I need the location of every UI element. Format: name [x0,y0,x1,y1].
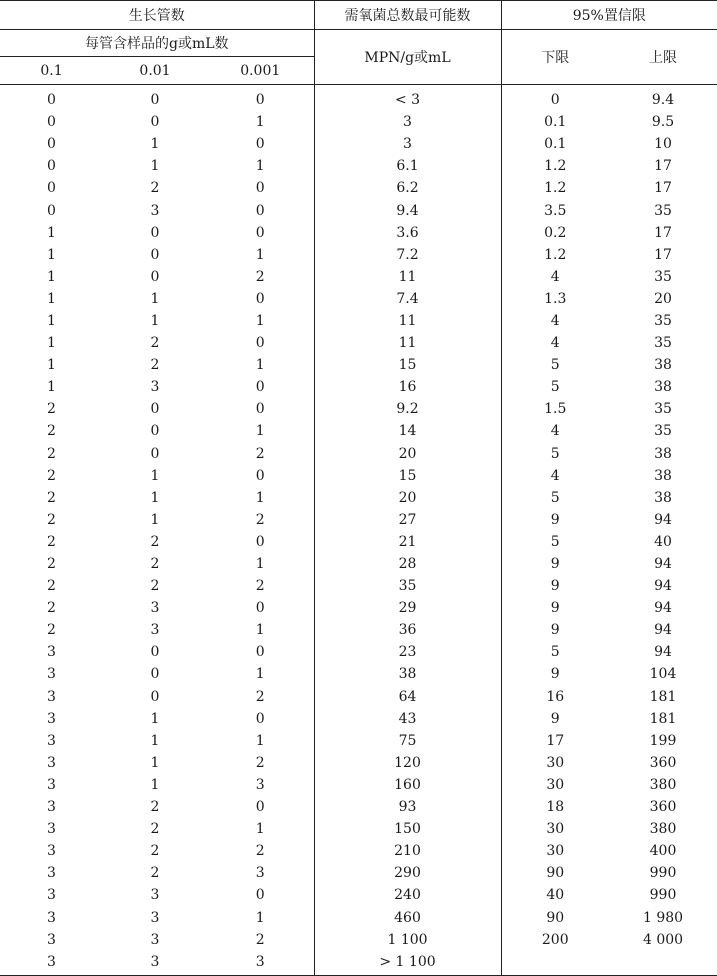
cell-tubes-0-001: 1 [255,556,265,573]
cell-lower-limit: 16 [546,688,565,705]
cell-tubes-0-1: 0 [47,158,56,175]
cell-tubes-0-001: 1 [255,423,265,440]
cell-lower-limit: 1.3 [544,290,567,307]
cell-tubes-0-001: 0 [255,644,265,661]
cell-lower-limit: 5 [550,357,560,374]
cell-mpn-value: 160 [314,774,501,796]
cell-tubes-0-001: 1 [255,909,265,926]
cell-tubes-0-001: 0 [255,180,265,197]
cell-upper-limit: 199 [649,732,677,749]
cell-lower-limit: 1.5 [544,401,567,418]
cell-tubes-0-01: 2 [150,821,160,838]
table-body [0,85,717,976]
cell-tubes-0-1: 0 [47,202,56,219]
table-row [0,752,717,774]
cell-tubes-0-1: 1 [47,379,56,396]
cell-mpn-value: 27 [314,509,501,531]
cell-tubes-0-001: 0 [255,335,265,352]
cell-tubes-0-01: 0 [150,445,160,462]
table-row [0,443,717,465]
table-row [0,840,717,862]
cell-tubes-0-01: 2 [150,533,160,550]
cell-mpn-value: 7.2 [314,244,501,266]
cell-tubes-0-001: 0 [255,887,265,904]
cell-tubes-0-01: 2 [150,843,160,860]
cell-tubes-0-1: 0 [47,114,56,131]
cell-mpn-value: 7.4 [314,288,501,310]
table-row [0,420,717,442]
table-row [0,465,717,487]
cell-tubes-0-1: 3 [0,951,103,976]
cell-lower-limit: 5 [550,445,560,462]
cell-tubes-0-001: 0 [255,202,265,219]
cell-lower-limit: 0.2 [544,224,567,241]
cell-upper-limit: 35 [654,335,672,352]
cell-mpn-value: 64 [314,686,501,708]
cell-tubes-0-1: 3 [47,754,56,771]
cell-lower-limit: 5 [550,644,560,661]
cell-mpn-value: 20 [314,443,501,465]
cell-tubes-0-1: 0 [47,136,56,153]
table-row [0,818,717,840]
cell-lower-limit: 90 [546,909,565,926]
cell-upper-limit: 10 [654,136,672,153]
cell-tubes-0-001: 1 [255,732,265,749]
cell-tubes-0-001: 1 [255,114,265,131]
cell-tubes-0-001: 1 [255,312,265,329]
cell-tubes-0-1: 3 [47,710,56,727]
cell-upper-limit: 94 [654,578,672,595]
cell-mpn-value: 21 [314,531,501,553]
table-row [0,553,717,575]
cell-tubes-0-001: 1 [255,622,265,639]
cell-upper-limit: 9.5 [651,114,675,131]
header-mpn-unit: MPN/g或mL [314,30,501,85]
cell-mpn-value: 3.6 [314,222,501,244]
cell-tubes-0-1: 2 [47,467,56,484]
cell-upper-limit: 104 [649,666,677,683]
cell-tubes-0-01: 0 [150,401,160,418]
cell-mpn-value: 9.2 [314,398,501,420]
cell-tubes-0-001: 2 [255,688,265,705]
cell-tubes-0-1: 2 [47,401,56,418]
cell-tubes-0-1: 1 [47,268,56,285]
cell-upper-limit: 94 [654,556,672,573]
cell-tubes-0-001: 1 [255,489,265,506]
cell-tubes-0-01: 1 [150,511,160,528]
cell-tubes-0-1: 2 [47,489,56,506]
cell-lower-limit: 9 [550,600,560,617]
cell-tubes-0-1: 1 [47,312,56,329]
cell-tubes-0-001: 0 [255,710,265,727]
cell-tubes-0-001: 1 [255,821,265,838]
cell-tubes-0-1: 2 [47,511,56,528]
cell-lower-limit: 4 [550,423,560,440]
cell-tubes-0-001: 1 [255,246,265,263]
cell-lower-limit: 17 [546,732,565,749]
cell-upper-limit: 380 [649,821,677,838]
cell-lower-limit: 200 [541,931,569,948]
cell-tubes-0-01: 1 [150,467,160,484]
cell-upper-limit: 38 [654,357,672,374]
cell-tubes-0-001: 0 [255,224,265,241]
cell-mpn-value: 6.2 [314,177,501,199]
table-row [0,85,717,112]
cell-lower-limit: 9 [550,511,560,528]
cell-lower-limit: 4 [550,312,560,329]
table-row [0,111,717,133]
cell-tubes-0-01: 2 [150,578,160,595]
cell-lower-limit: 1.2 [544,180,567,197]
cell-upper-limit: 35 [654,202,672,219]
cell-mpn-value: 9.4 [314,199,501,221]
cell-tubes-0-1: 1 [47,290,56,307]
cell-tubes-0-01: 2 [150,335,160,352]
cell-tubes-0-001: 1 [255,357,265,374]
cell-tubes-0-001: 0 [255,467,265,484]
header-dilution-0-1: 0.1 [0,57,103,85]
header-dilution-0-01: 0.01 [103,57,207,85]
cell-tubes-0-1: 2 [47,423,56,440]
cell-lower-limit: 9 [550,578,560,595]
table-row [0,884,717,906]
cell-tubes-0-1: 2 [47,622,56,639]
cell-tubes-0-001: 2 [255,578,265,595]
table-row [0,199,717,221]
cell-lower-limit: 4 [550,467,560,484]
cell-upper-limit: 360 [649,799,677,816]
cell-tubes-0-1: 0 [47,92,56,109]
cell-tubes-0-001: 0 [255,401,265,418]
cell-tubes-0-01: 1 [150,489,160,506]
cell-mpn-value: 93 [314,796,501,818]
cell-upper-limit: 990 [649,887,677,904]
cell-lower-limit: 9 [550,622,560,639]
cell-upper-limit: 17 [654,158,672,175]
cell-upper-limit: 94 [654,511,672,528]
cell-tubes-0-001: 1 [255,158,265,175]
cell-tubes-0-01: 3 [150,931,160,948]
cell-upper-limit: 38 [654,489,672,506]
cell-upper-limit: 17 [654,180,672,197]
cell-tubes-0-001: 2 [255,268,265,285]
cell-upper-limit: 9.4 [651,92,675,109]
table-row [0,597,717,619]
table-header [0,1,717,85]
cell-upper-limit: 35 [654,423,672,440]
cell-tubes-0-1: 3 [47,865,56,882]
cell-tubes-0-1: 3 [47,644,56,661]
cell-lower-limit: 0.1 [544,136,567,153]
cell-tubes-0-001: 0 [255,799,265,816]
cell-lower-limit: 5 [550,489,560,506]
cell-tubes-0-1: 3 [47,887,56,904]
cell-mpn-value: 43 [314,708,501,730]
table-row [0,641,717,663]
cell-lower-limit: 5 [550,533,560,550]
cell-tubes-0-1: 2 [47,600,56,617]
cell-tubes-0-001: 0 [255,533,265,550]
table-row [0,487,717,509]
table-row [0,155,717,177]
table-row [0,509,717,531]
cell-lower-limit: 9 [550,556,560,573]
cell-tubes-0-1: 3 [47,799,56,816]
cell-mpn-value: 36 [314,619,501,641]
cell-mpn-value: < 3 [314,85,501,112]
cell-tubes-0-01: 0 [150,644,160,661]
cell-tubes-0-1: 0 [47,180,56,197]
cell-tubes-0-1: 3 [47,931,56,948]
cell-lower-limit: 30 [546,776,565,793]
header-confidence-limit: 95%置信限 [501,1,717,30]
cell-tubes-0-01: 3 [150,887,160,904]
cell-mpn-value: 1 100 [314,929,501,951]
cell-tubes-0-01: 0 [150,688,160,705]
table-row [0,531,717,553]
cell-mpn-value: 16 [314,376,501,398]
cell-mpn-value: 120 [314,752,501,774]
table-row [0,398,717,420]
table-row [0,133,717,155]
cell-upper-limit: 1 980 [642,909,684,926]
cell-lower-limit: 90 [546,865,565,882]
cell-upper-limit: 94 [654,600,672,617]
cell-mpn-value: > 1 100 [314,951,501,976]
cell-upper-limit: 17 [654,224,672,241]
cell-mpn-value: 38 [314,663,501,685]
cell-upper-limit: 40 [654,533,672,550]
table-row [0,708,717,730]
cell-mpn-value: 35 [314,575,501,597]
cell-upper-limit: 38 [654,379,672,396]
cell-upper-limit: 4 000 [642,931,684,948]
cell-tubes-0-001: 3 [255,776,265,793]
cell-tubes-0-001: 0 [255,379,265,396]
cell-tubes-0-01: 0 [150,268,160,285]
cell-tubes-0-01: 3 [150,379,160,396]
cell-tubes-0-01: 2 [150,357,160,374]
cell-tubes-0-1: 1 [47,246,56,263]
cell-tubes-0-1: 3 [47,821,56,838]
table-row [0,906,717,928]
cell-tubes-0-1: 3 [47,688,56,705]
table-row [0,730,717,752]
header-mpn: 需氧菌总数最可能数 [314,1,501,30]
cell-lower-limit: 0.1 [544,114,567,131]
cell-mpn-value: 3 [314,111,501,133]
cell-tubes-0-1: 3 [47,843,56,860]
cell-upper-limit: 38 [654,467,672,484]
cell-lower-limit: 3.5 [544,202,567,219]
table-row [0,575,717,597]
cell-upper-limit: 181 [649,688,677,705]
cell-tubes-0-01: 1 [150,732,160,749]
table-row [0,663,717,685]
cell-mpn-value: 11 [314,266,501,288]
cell-upper-limit: 94 [654,622,672,639]
cell-upper-limit: 181 [649,710,677,727]
cell-upper-limit: 35 [654,268,672,285]
cell-upper-limit: 38 [654,445,672,462]
cell-tubes-0-001: 0 [255,92,265,109]
cell-tubes-0-001: 3 [207,951,314,976]
cell-upper-limit: 360 [649,754,677,771]
table-row [0,774,717,796]
cell-mpn-value: 20 [314,487,501,509]
cell-lower-limit: 9 [550,666,560,683]
cell-tubes-0-01: 1 [150,312,160,329]
table-row [0,376,717,398]
table-row [0,266,717,288]
cell-tubes-0-01: 3 [150,202,160,219]
cell-tubes-0-01: 2 [150,556,160,573]
cell-mpn-value: 240 [314,884,501,906]
cell-tubes-0-001: 1 [255,666,265,683]
cell-lower-limit: 1.2 [544,246,567,263]
cell-mpn-value: 28 [314,553,501,575]
cell-tubes-0-01: 3 [150,600,160,617]
cell-tubes-0-01: 2 [150,865,160,882]
table-row [0,619,717,641]
cell-upper-limit: 35 [654,401,672,418]
cell-tubes-0-01: 3 [150,622,160,639]
cell-tubes-0-1: 1 [47,357,56,374]
cell-lower-limit: 30 [546,821,565,838]
cell-tubes-0-01: 1 [150,136,160,153]
cell-tubes-0-1: 2 [47,533,56,550]
cell-mpn-value: 23 [314,641,501,663]
cell-tubes-0-001: 0 [255,136,265,153]
cell-lower-limit [501,951,609,976]
cell-lower-limit: 30 [546,843,565,860]
cell-mpn-value: 15 [314,354,501,376]
cell-lower-limit: 18 [546,799,565,816]
cell-mpn-value: 14 [314,420,501,442]
cell-tubes-0-01: 0 [150,114,160,131]
cell-tubes-0-1: 2 [47,445,56,462]
cell-lower-limit: 4 [550,335,560,352]
cell-tubes-0-01: 0 [150,423,160,440]
cell-tubes-0-001: 3 [255,865,265,882]
cell-tubes-0-1: 2 [47,556,56,573]
cell-upper-limit: 380 [649,776,677,793]
cell-tubes-0-01: 1 [150,290,160,307]
header-lower-limit: 下限 [501,30,609,85]
cell-tubes-0-1: 3 [47,666,56,683]
table-row [0,951,717,976]
cell-tubes-0-001: 2 [255,843,265,860]
cell-tubes-0-1: 3 [47,909,56,926]
cell-lower-limit: 40 [546,887,565,904]
cell-tubes-0-01: 1 [150,776,160,793]
cell-tubes-0-001: 2 [255,931,265,948]
cell-lower-limit: 5 [550,379,560,396]
cell-upper-limit: 17 [654,246,672,263]
cell-upper-limit [609,951,717,976]
table-row [0,929,717,951]
cell-tubes-0-01: 3 [150,909,160,926]
cell-tubes-0-01: 2 [150,799,160,816]
cell-mpn-value: 75 [314,730,501,752]
cell-tubes-0-1: 2 [47,578,56,595]
table-row [0,222,717,244]
table-row [0,686,717,708]
cell-lower-limit: 4 [550,268,560,285]
cell-mpn-value: 11 [314,332,501,354]
cell-tubes-0-001: 0 [255,600,265,617]
cell-upper-limit: 35 [654,312,672,329]
header-per-tube-amount: 每管含样品的g或mL数 [0,30,314,57]
cell-tubes-0-001: 2 [255,754,265,771]
cell-tubes-0-1: 3 [47,776,56,793]
cell-upper-limit: 20 [654,290,672,307]
cell-tubes-0-01: 0 [150,92,160,109]
cell-tubes-0-1: 3 [47,732,56,749]
cell-lower-limit: 1.2 [544,158,567,175]
table-row [0,177,717,199]
cell-tubes-0-001: 2 [255,511,265,528]
cell-mpn-value: 3 [314,133,501,155]
cell-mpn-value: 11 [314,310,501,332]
cell-lower-limit: 9 [550,710,560,727]
cell-tubes-0-01: 0 [150,246,160,263]
cell-mpn-value: 15 [314,465,501,487]
table-row [0,244,717,266]
cell-upper-limit: 990 [649,865,677,882]
cell-tubes-0-01: 1 [150,158,160,175]
cell-mpn-value: 210 [314,840,501,862]
cell-upper-limit: 400 [649,843,677,860]
table-row [0,862,717,884]
cell-tubes-0-001: 0 [255,290,265,307]
table-row [0,332,717,354]
cell-tubes-0-001: 2 [255,445,265,462]
cell-tubes-0-01: 1 [150,710,160,727]
cell-tubes-0-1: 1 [47,335,56,352]
cell-lower-limit: 0 [550,92,560,109]
table-row [0,288,717,310]
cell-mpn-value: 6.1 [314,155,501,177]
header-growth-tubes: 生长管数 [0,1,314,30]
cell-tubes-0-01: 3 [103,951,207,976]
cell-mpn-value: 460 [314,906,501,928]
table-row [0,796,717,818]
header-upper-limit: 上限 [609,30,717,85]
cell-tubes-0-1: 1 [47,224,56,241]
table-row [0,310,717,332]
cell-mpn-value: 29 [314,597,501,619]
cell-mpn-value: 150 [314,818,501,840]
header-dilution-0-001: 0.001 [207,57,314,85]
cell-tubes-0-01: 0 [150,224,160,241]
cell-lower-limit: 30 [546,754,565,771]
cell-tubes-0-01: 0 [150,666,160,683]
cell-tubes-0-01: 1 [150,754,160,771]
table-row [0,354,717,376]
cell-upper-limit: 94 [654,644,672,661]
cell-tubes-0-01: 2 [150,180,160,197]
cell-mpn-value: 290 [314,862,501,884]
